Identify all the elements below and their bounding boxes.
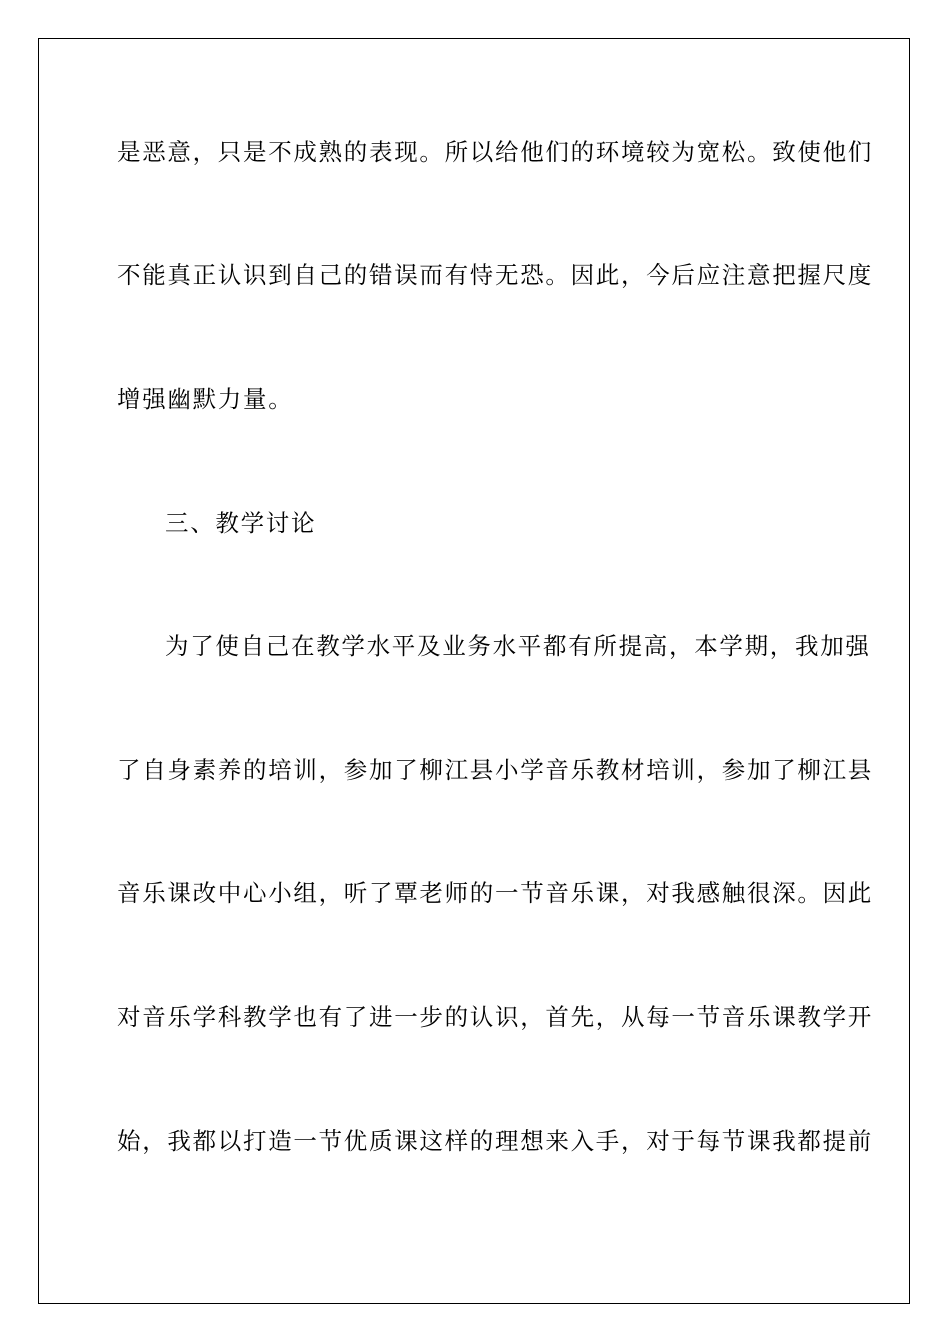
body-text-line: 了自身素养的培训，参加了柳江县小学音乐教材培训，参加了柳江县: [117, 756, 873, 784]
body-text-line: 是恶意，只是不成熟的表现。所以给他们的环境较为宽松。致使他们: [117, 138, 873, 166]
body-text-line: 增强幽默力量。: [117, 385, 294, 413]
section-heading: 三、教学讨论: [165, 509, 317, 537]
body-text-line: 为了使自己在教学水平及业务水平都有所提高，本学期，我加强: [165, 632, 871, 660]
body-text-line: 始，我都以打造一节优质课这样的理想来入手，对于每节课我都提前: [117, 1127, 873, 1155]
body-text-line: 音乐课改中心小组，听了覃老师的一节音乐课，对我感触很深。因此: [117, 879, 873, 907]
page-border: [38, 38, 910, 1304]
body-text-line: 对音乐学科教学也有了进一步的认识，首先，从每一节音乐课教学开: [117, 1003, 873, 1031]
body-text-line: 不能真正认识到自己的错误而有恃无恐。因此，今后应注意把握尺度: [117, 261, 873, 289]
